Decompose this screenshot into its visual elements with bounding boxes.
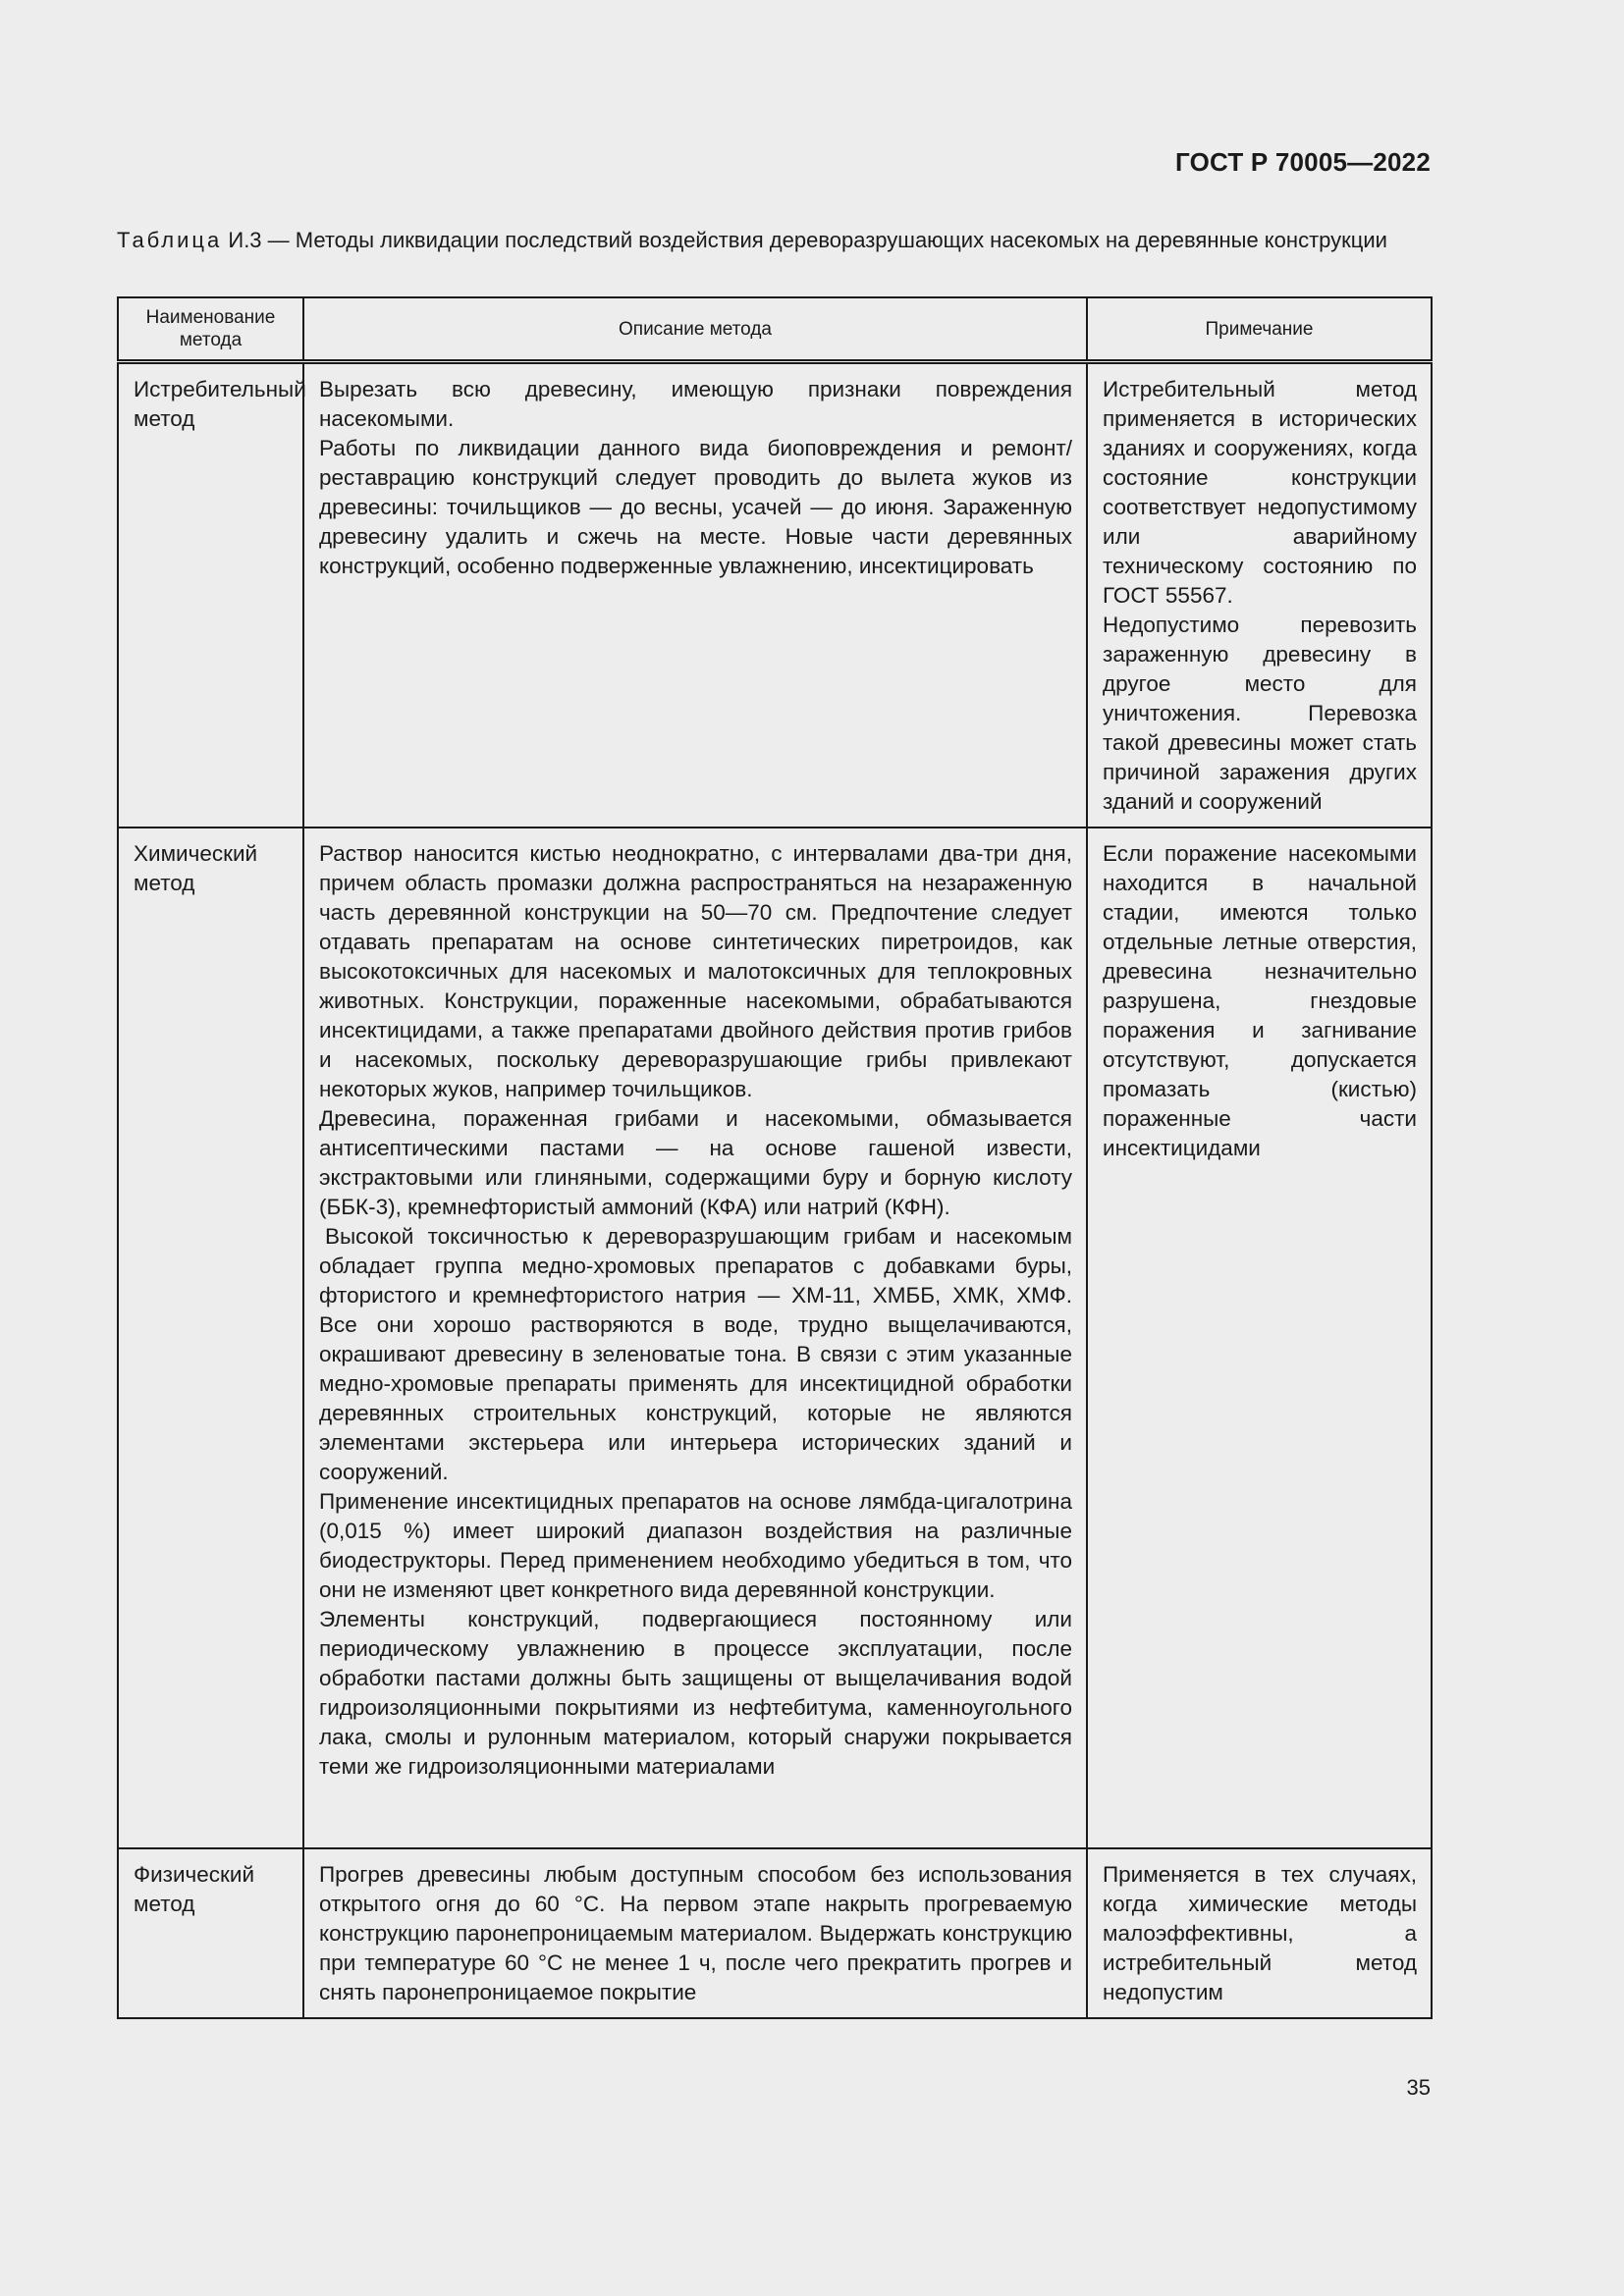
method-note (1087, 828, 1432, 1848)
column-header-description: Описание метода (303, 297, 1087, 362)
method-name: Истребительный метод (118, 362, 303, 828)
method-name: Физический метод (118, 1848, 303, 2018)
description-paragraph: Раствор наносится кистью неоднократно, с интервалами два-три дня, причем область промазки должна распространяться на незараженную часть деревянной конструкции на 50—70 см. Предпочтение следует отдавать препаратам на основе синтетических пиретроидов, как высокотоксичных для насекомых и малотоксичных для теплокровных животных. Конструкции, пораженные насекомыми, обрабатываются инсектицидами, а также препаратами двойного действия против грибов и насекомых, поскольку дереворазрушающие грибы привлекают некоторых жуков, например точильщиков. (319, 841, 1072, 1101)
methods-table (117, 296, 1433, 2019)
table-row (118, 828, 1432, 1848)
method-description (303, 828, 1087, 1848)
description-paragraph: Древесина, пораженная грибами и насекомыми, обмазывается антисептическими пастами — на основе гашеной извести, экстрактовыми или глиняными, содержащими буру и борную кислоту (ББК-3), кремнефтористый аммоний (КФА) или натрий (КФН). (319, 1106, 1072, 1219)
method-note (1087, 362, 1432, 828)
note-paragraph: Недопустимо перевозить зараженную древесину в другое место для уничтожения. Перевозка такой древесины может стать причиной заражения других зданий и сооружений (1103, 613, 1417, 814)
method-note (1087, 1848, 1432, 2018)
note-paragraph: Применяется в тех случаях, когда химические методы малоэффективны, а истребительный метод недопустим (1103, 1862, 1417, 2004)
table-caption-text: И.3 — Методы ликвидации последствий воздействия дереворазрушающих насекомых на деревянные конструкции (222, 228, 1387, 252)
method-description (303, 362, 1087, 828)
table-header-row (118, 297, 1432, 362)
description-paragraph: Элементы конструкций, подвергающиеся постоянному или периодическому увлажнению в процессе эксплуатации, после обработки пастами должны быть защищены от выщелачивания водой гидроизоляционными покрытиями из нефтебитума, каменноугольного лака, смолы и рулонным материалом, который снаружи покрывается теми же гидроизоляционными материалами (319, 1607, 1072, 1779)
column-header-name: Наименование метода (118, 297, 303, 362)
note-paragraph: Если поражение насекомыми находится в начальной стадии, имеются только отдельные летные отверстия, древесина незначительно разрушена, гнездовые поражения и загнивание отсутствуют, допускается промазать (кистью) пораженные части инсектицидами (1103, 841, 1417, 1160)
method-name: Химический метод (118, 828, 303, 1848)
document-code: ГОСТ Р 70005—2022 (1175, 147, 1431, 177)
description-paragraph: Применение инсектицидных препаратов на основе лямбда-цигалотрина (0,015 %) имеет широкий диапазон воздействия на различные биодеструкторы. Перед применением необходимо убедиться в том, что они не изменяют цвет конкретного вида деревянной конструкции. (319, 1489, 1072, 1602)
description-paragraph: Прогрев древесины любым доступным способом без использования открытого огня до 60 °С. На первом этапе накрыть прогреваемую конструкцию паронепроницаемым материалом. Выдержать конструкцию при температуре 60 °С не менее 1 ч, после чего прекратить прогрев и снять паронепроницаемое покрытие (319, 1862, 1072, 2004)
table-caption (117, 228, 1431, 253)
page-number: 35 (1406, 2075, 1431, 2100)
table-row (118, 362, 1432, 828)
description-paragraph: Высокой токсичностью к дереворазрушающим грибам и насекомым обладает группа медно-хромовых препаратов с добавками буры, фтористого и кремнефтористого натрия — ХМ-11, ХМББ, ХМК, ХМФ. Все они хорошо растворяются в воде, трудно выщелачиваются, окрашивают древесину в зеленоватые тона. В связи с этим указанные медно-хромовые препараты применять для инсектицидной обработки деревянных строительных конструкций, которые не являются элементами экстерьера или интерьера исторических зданий и сооружений. (319, 1224, 1072, 1484)
note-paragraph: Истребительный метод применяется в исторических зданиях и сооружениях, когда состояние конструкции соответствует недопустимому или аварийному техническому состоянию по ГОСТ 55567. (1103, 377, 1417, 608)
description-paragraph: Вырезать всю древесину, имеющую признаки повреждения насекомыми. (319, 377, 1072, 431)
table-caption-prefix: Таблица (117, 228, 223, 252)
description-paragraph: Работы по ликвидации данного вида биоповреждения и ремонт/ реставрацию конструкций следует проводить до вылета жуков из древесины: точильщиков — до весны, усачей — до июня. Зараженную древесину удалить и сжечь на месте. Новые части деревянных конструкций, особенно подверженные увлажнению, инсектицировать (319, 436, 1072, 578)
table-row (118, 1848, 1432, 2018)
column-header-note: Примечание (1087, 297, 1432, 362)
method-description (303, 1848, 1087, 2018)
